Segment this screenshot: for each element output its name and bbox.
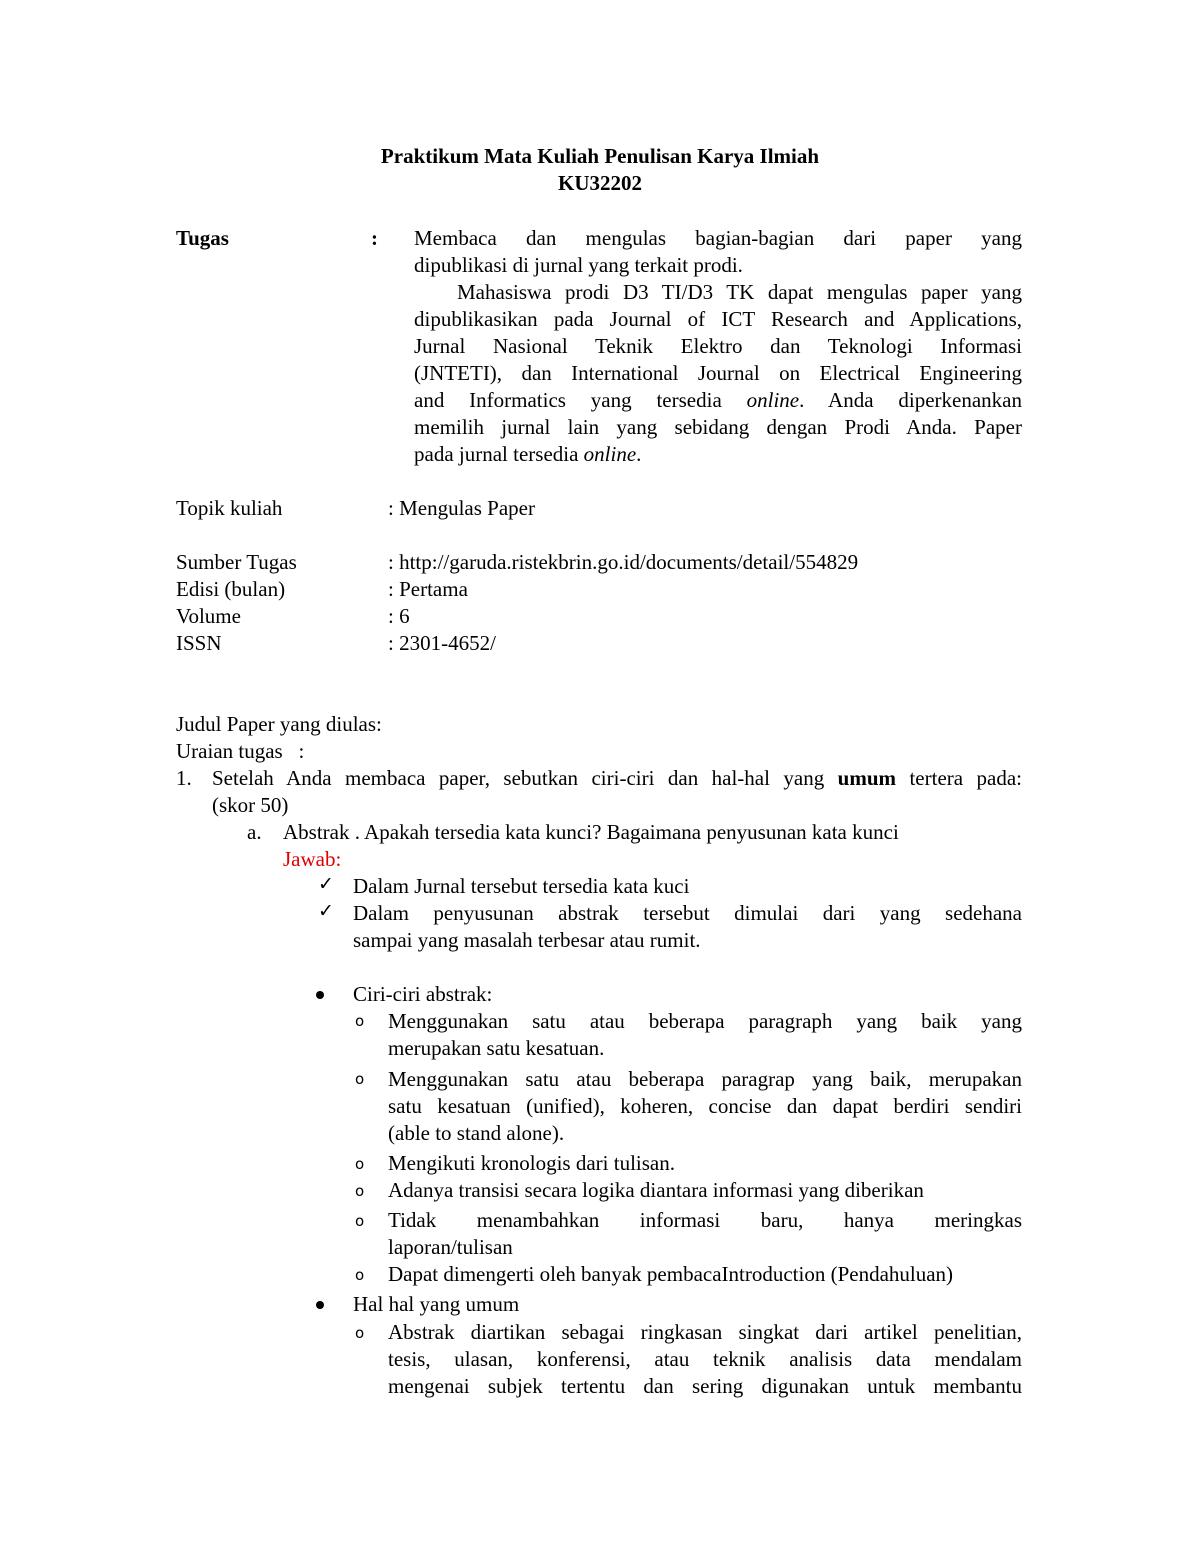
circle-bullet-icon: o xyxy=(355,1324,365,1342)
ciri-item-6: Dapat dimengerti oleh banyak pembacaIntroduction (Pendahuluan) xyxy=(388,1262,954,1286)
umum-item-1: Abstrak diartikan sebagai ringkasan singkat dari artikel penelitian, tesis, ulasan, konferensi, atau teknik analisis data mendalam mengenai subjek tertentu dan sering digunakan untuk membantu xyxy=(388,1320,1022,1398)
document-title: Praktikum Mata Kuliah Penulisan Karya Ilmiah xyxy=(380,144,820,168)
tugas-label: Tugas xyxy=(176,226,229,250)
bullet-ciri-ciri: Ciri-ciri abstrak: xyxy=(353,982,493,1006)
tugas-p2-line-3: Jurnal Nasional Teknik Elektro dan Teknologi Informasi xyxy=(414,334,1022,358)
topik-value: : Mengulas Paper xyxy=(388,496,535,520)
edisi-value: : Pertama xyxy=(388,577,468,601)
sumber-value: : http://garuda.ristekbrin.go.id/documents/detail/554829 xyxy=(388,550,859,574)
tugas-p2-line-1: Mahasiswa prodi D3 TI/D3 TK dapat mengulas paper yang xyxy=(457,280,1022,304)
circle-bullet-icon: o xyxy=(355,1266,365,1284)
topik-label: Topik kuliah xyxy=(176,496,283,520)
circle-bullet-icon: o xyxy=(355,1182,365,1200)
tugas-p1-line-1: Membaca dan mengulas bagian-bagian dari paper yang xyxy=(414,226,1022,250)
bullet-hal-umum: Hal hal yang umum xyxy=(353,1292,520,1316)
check-mark-icon: ✓ xyxy=(318,873,334,895)
volume-value: : 6 xyxy=(388,604,410,628)
item-1-number: 1. xyxy=(176,766,192,790)
check-item-2-line-2: sampai yang masalah terbesar atau rumit. xyxy=(353,928,701,952)
issn-label: ISSN xyxy=(176,631,222,655)
tugas-p2-line-4: (JNTETI), dan International Journal on Electrical Engineering xyxy=(414,361,1022,385)
check-mark-icon: ✓ xyxy=(318,900,334,922)
ciri-item-3: Mengikuti kronologis dari tulisan. xyxy=(388,1151,675,1175)
edisi-label: Edisi (bulan) xyxy=(176,577,286,601)
circle-bullet-icon: o xyxy=(355,1212,365,1230)
tugas-p2-line-6: memilih jurnal lain yang sebidang dengan Prodi Anda. Paper xyxy=(414,415,1022,439)
ciri-item-2: Menggunakan satu atau beberapa paragrap yang baik, merupakan satu kesatuan (unified), koheren, concise dan dapat berdiri sendiri (able to stand alone). xyxy=(388,1067,1022,1145)
volume-label: Volume xyxy=(176,604,241,628)
ciri-item-5: Tidak menambahkan informasi baru, hanya meringkas laporan/tulisan xyxy=(388,1208,1022,1259)
tugas-p2-line-5: and Informatics yang tersedia online. Anda diperkenankan xyxy=(414,388,1022,412)
sub-a-text: Abstrak . Apakah tersedia kata kunci? Bagaimana penyusunan kata kunci xyxy=(283,820,899,844)
judul-paper-label: Judul Paper yang diulas: xyxy=(176,712,382,736)
circle-bullet-icon: o xyxy=(355,1070,365,1088)
tugas-paragraph-1 xyxy=(414,225,1022,279)
course-code: KU32202 xyxy=(558,171,642,195)
bullet-icon xyxy=(316,991,324,999)
circle-bullet-icon: o xyxy=(355,1155,365,1173)
jawab-label: Jawab: xyxy=(283,847,342,871)
ciri-item-1: Menggunakan satu atau beberapa paragraph yang baik yang merupakan satu kesatuan. xyxy=(388,1009,1022,1060)
item-1-line-1: Setelah Anda membaca paper, sebutkan ciri-ciri dan hal-hal yang umum tertera pada: xyxy=(212,766,1023,790)
uraian-tugas-label: Uraian tugas : xyxy=(176,739,305,763)
issn-value: : 2301-4652/ xyxy=(388,631,496,655)
check-item-1: Dalam Jurnal tersebut tersedia kata kuci xyxy=(353,874,690,898)
tugas-p2-line-7: pada jurnal tersedia online. xyxy=(414,442,642,466)
tugas-paragraph-2 xyxy=(414,279,1022,468)
bullet-icon xyxy=(316,1301,324,1309)
item-1-line-2: (skor 50) xyxy=(212,793,289,817)
sumber-label: Sumber Tugas xyxy=(176,550,297,574)
check-item-2-line-1: Dalam penyusunan abstrak tersebut dimulai dari yang sedehana xyxy=(353,901,1022,925)
circle-bullet-icon: o xyxy=(355,1012,365,1030)
tugas-p2-line-2: dipublikasikan pada Journal of ICT Research and Applications, xyxy=(414,307,1022,331)
item-1-text xyxy=(212,765,1022,819)
sub-a-label: a. xyxy=(247,820,262,844)
check-item-2 xyxy=(353,900,1022,954)
tugas-colon: : xyxy=(371,226,378,250)
ciri-item-4: Adanya transisi secara logika diantara informasi yang diberikan xyxy=(388,1178,924,1202)
tugas-p1-line-2: dipublikasi di jurnal yang terkait prodi. xyxy=(414,253,743,277)
